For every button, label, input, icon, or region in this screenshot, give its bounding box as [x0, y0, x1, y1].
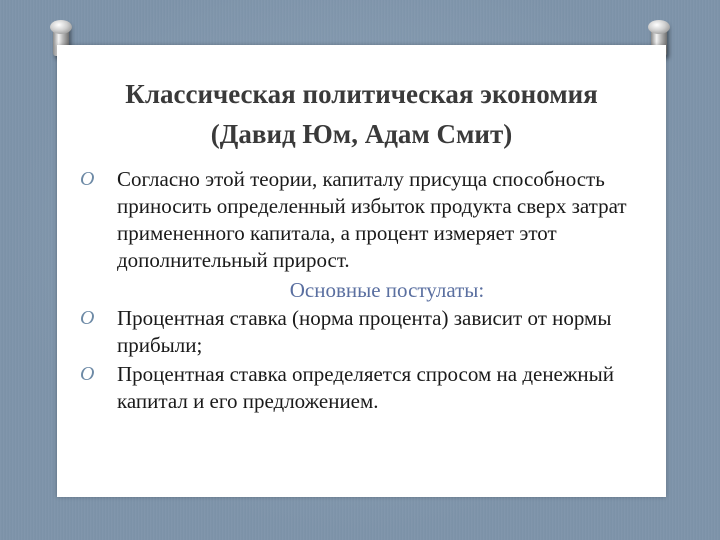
postulate-text-2: Процентная ставка определяется спросом на денежный капитал и его предложением.	[117, 362, 614, 413]
bullet-intro	[77, 166, 657, 274]
postulate-text-1: Процентная ставка (норма процента) зависит от нормы прибыли;	[117, 306, 612, 357]
slide-title	[57, 74, 666, 154]
postulates-heading: Основные постулаты:	[289, 278, 485, 302]
bullet-marker-icon: O	[80, 168, 95, 190]
bullet-postulate-1	[77, 305, 657, 359]
bullet-marker-icon: O	[80, 307, 95, 329]
bullet-postulate-2	[77, 361, 657, 415]
title-line-1: Классическая политическая экономия	[125, 79, 598, 109]
bullet-marker-icon: O	[80, 363, 95, 385]
intro-text: Согласно этой теории, капиталу присуща способность приносить определенный избыток продукта сверх затрат примененного капитала, а процент измеряет этот дополнительный прирост.	[117, 167, 627, 272]
title-line-2: (Давид Юм, Адам Смит)	[210, 119, 513, 149]
slide-body	[77, 166, 657, 415]
